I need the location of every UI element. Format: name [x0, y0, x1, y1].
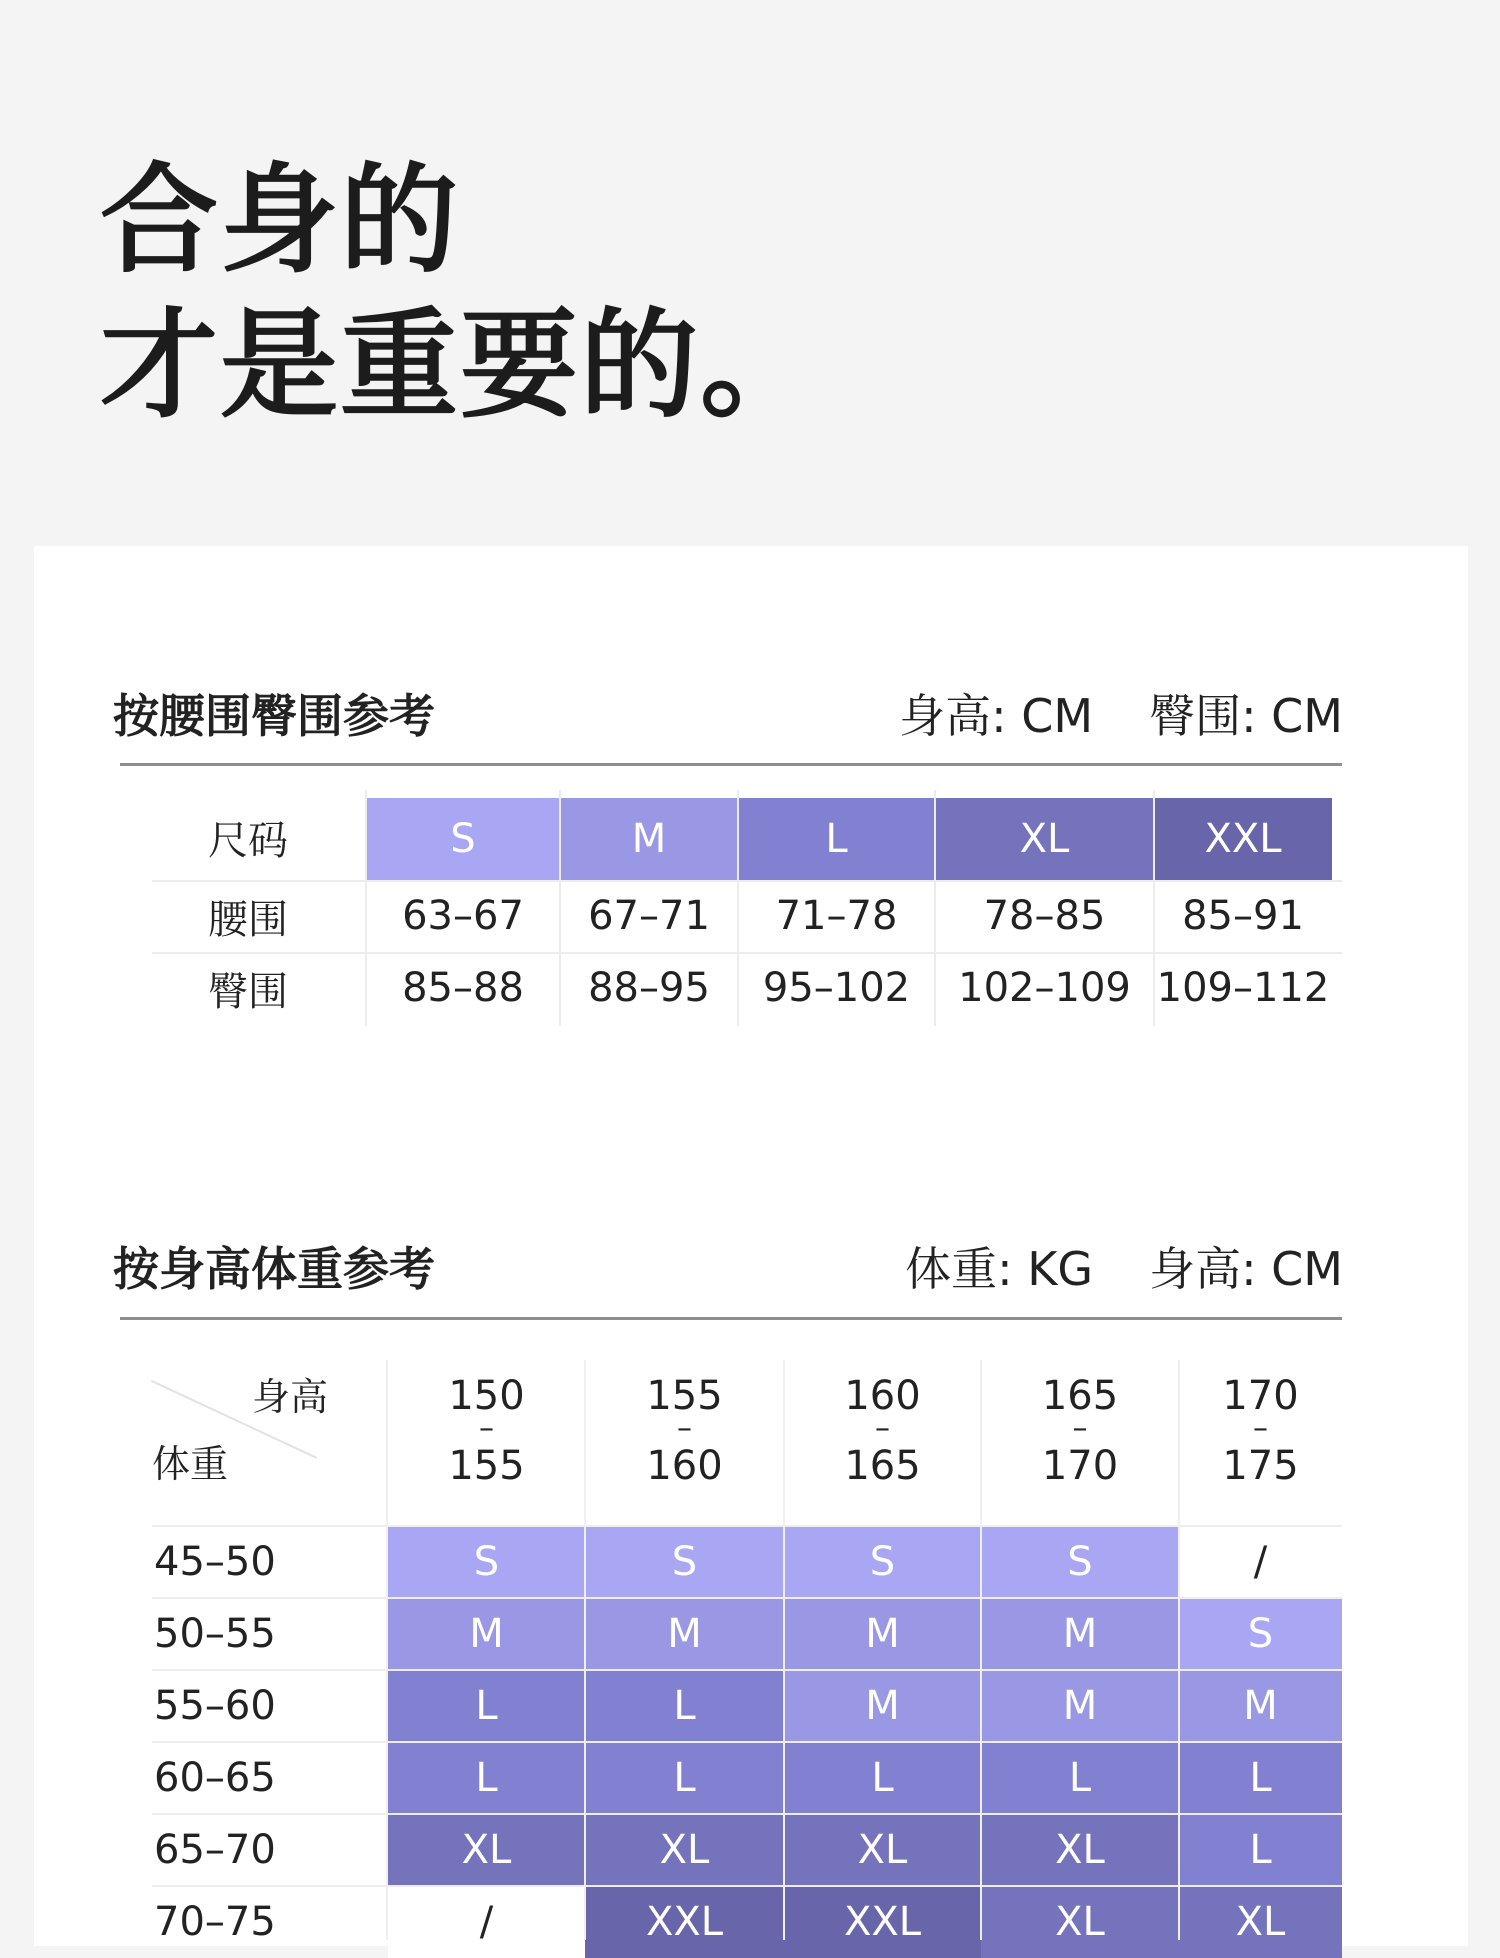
size-recommendation-cell: M	[981, 1670, 1179, 1742]
table-grid-line	[737, 790, 739, 1026]
size-recommendation-cell: M	[1179, 1670, 1342, 1742]
row-label-size: 尺码	[208, 817, 288, 864]
height-range-to: 155	[448, 1443, 525, 1489]
size-header-cell: S	[366, 798, 560, 880]
weight-range-label: 70–75	[154, 1899, 276, 1945]
size-recommendation-cell: /	[388, 1886, 585, 1958]
size-recommendation-cell: S	[585, 1526, 784, 1598]
table-grid-line	[1178, 1360, 1180, 1940]
unit-label-2: 身高: CM	[1149, 1242, 1343, 1296]
size-recommendation-cell: M	[784, 1598, 981, 1670]
height-range-to: 165	[844, 1443, 921, 1489]
size-recommendation-cell: XL	[981, 1814, 1179, 1886]
height-range-dash: –	[677, 1411, 692, 1446]
hip-value-cell: 95–102	[762, 965, 911, 1011]
weight-range-label: 55–60	[154, 1683, 276, 1729]
table-grid-line	[152, 1525, 1342, 1527]
table-grid-line	[152, 1597, 1342, 1599]
size-recommendation-cell: L	[981, 1742, 1179, 1814]
table-grid-line	[934, 790, 936, 1026]
waist-value-cell: 63–67	[402, 893, 524, 939]
height-range-dash: –	[1253, 1411, 1268, 1446]
section-height-weight-divider	[120, 1317, 1342, 1320]
height-range-from: 165	[1041, 1373, 1119, 1419]
size-recommendation-cell: XL	[981, 1886, 1179, 1958]
height-range-header	[784, 1364, 981, 1498]
section-height-weight-header	[113, 1233, 1343, 1313]
size-recommendation-cell: XL	[1179, 1886, 1342, 1958]
table-grid-line	[152, 1669, 1342, 1671]
hip-value-cell: 102–109	[958, 965, 1131, 1011]
height-range-from: 155	[646, 1373, 723, 1419]
hip-value-cell: 85–88	[402, 965, 524, 1011]
size-recommendation-cell: S	[1179, 1598, 1342, 1670]
table-grid-line	[783, 1360, 785, 1940]
size-recommendation-cell: L	[388, 1742, 585, 1814]
size-recommendation-cell: M	[784, 1670, 981, 1742]
height-range-dash: –	[479, 1411, 494, 1446]
height-range-from: 170	[1222, 1373, 1299, 1419]
height-range-from: 160	[844, 1373, 921, 1419]
height-range-header	[981, 1364, 1179, 1498]
size-recommendation-cell: L	[585, 1742, 784, 1814]
page-headline	[100, 148, 820, 438]
section-waist-hip-header	[113, 680, 1343, 760]
size-recommendation-cell: M	[388, 1598, 585, 1670]
headline-line-1: 合身的	[100, 151, 461, 289]
height-range-header	[388, 1364, 585, 1498]
unit-label-1: 身高: CM	[899, 689, 1094, 743]
size-recommendation-cell: S	[388, 1526, 585, 1598]
height-range-dash: –	[875, 1411, 890, 1446]
height-range-header	[585, 1364, 784, 1498]
size-recommendation-cell: L	[1179, 1742, 1342, 1814]
size-recommendation-cell: L	[585, 1670, 784, 1742]
size-recommendation-cell: M	[585, 1598, 784, 1670]
waist-value-cell: 85–91	[1182, 893, 1304, 939]
height-range-dash: –	[1072, 1411, 1088, 1446]
table-grid-line	[152, 880, 1342, 882]
waist-value-cell: 67–71	[588, 893, 710, 939]
table-grid-line	[152, 1885, 1342, 1887]
size-recommendation-cell: XXL	[784, 1886, 981, 1958]
table-grid-line	[365, 790, 367, 1026]
height-range-to: 160	[646, 1443, 723, 1489]
section-waist-hip-divider	[120, 763, 1342, 766]
table-grid-line	[559, 790, 561, 1026]
height-range-to: 175	[1222, 1443, 1299, 1489]
section-height-weight-title: 按身高体重参考	[113, 1242, 435, 1296]
height-range-from: 150	[448, 1373, 525, 1419]
table-grid-line	[152, 1813, 1342, 1815]
corner-height-label: 身高	[252, 1374, 329, 1419]
size-header-cell: M	[560, 798, 738, 880]
size-header-cell: XL	[935, 798, 1154, 880]
weight-range-label: 65–70	[154, 1827, 276, 1873]
table-grid-line	[584, 1360, 586, 1940]
corner-weight-label: 体重	[152, 1441, 229, 1486]
hip-value-cell: 88–95	[588, 965, 710, 1011]
table-grid-line	[152, 952, 1342, 954]
table-grid-line	[980, 1360, 982, 1940]
weight-range-label: 50–55	[154, 1611, 276, 1657]
height-range-header	[1179, 1364, 1342, 1498]
size-recommendation-cell: XXL	[585, 1886, 784, 1958]
row-label-hip: 臀围	[208, 968, 288, 1015]
size-recommendation-cell: S	[784, 1526, 981, 1598]
size-recommendation-cell: /	[1179, 1526, 1342, 1598]
table-grid-line	[386, 1360, 388, 1940]
size-header-cell: XXL	[1154, 798, 1332, 880]
size-recommendation-cell: XL	[388, 1814, 585, 1886]
size-recommendation-cell: L	[784, 1742, 981, 1814]
section-waist-hip-title: 按腰围臀围参考	[113, 689, 435, 743]
row-label-waist: 腰围	[208, 896, 288, 943]
size-recommendation-cell: S	[981, 1526, 1179, 1598]
size-recommendation-cell: XL	[784, 1814, 981, 1886]
unit-label-1: 体重: KG	[905, 1242, 1094, 1296]
waist-value-cell: 78–85	[983, 893, 1106, 939]
section-waist-hip-units	[843, 680, 1343, 746]
section-height-weight-units	[849, 1233, 1343, 1299]
size-recommendation-cell: M	[981, 1598, 1179, 1670]
size-recommendation-cell: L	[388, 1670, 585, 1742]
size-recommendation-cell: L	[1179, 1814, 1342, 1886]
waist-value-cell: 71–78	[775, 893, 898, 939]
size-recommendation-cell: XL	[585, 1814, 784, 1886]
unit-label-2: 臀围: CM	[1149, 689, 1343, 743]
headline-line-2: 才是重要的。	[100, 296, 821, 434]
weight-range-label: 45–50	[154, 1539, 276, 1585]
table-grid-line	[152, 1741, 1342, 1743]
height-range-to: 170	[1041, 1443, 1119, 1489]
hip-value-cell: 109–112	[1156, 965, 1330, 1011]
weight-range-label: 60–65	[154, 1755, 276, 1801]
size-header-cell: L	[738, 798, 935, 880]
table-grid-line	[1153, 790, 1155, 1026]
